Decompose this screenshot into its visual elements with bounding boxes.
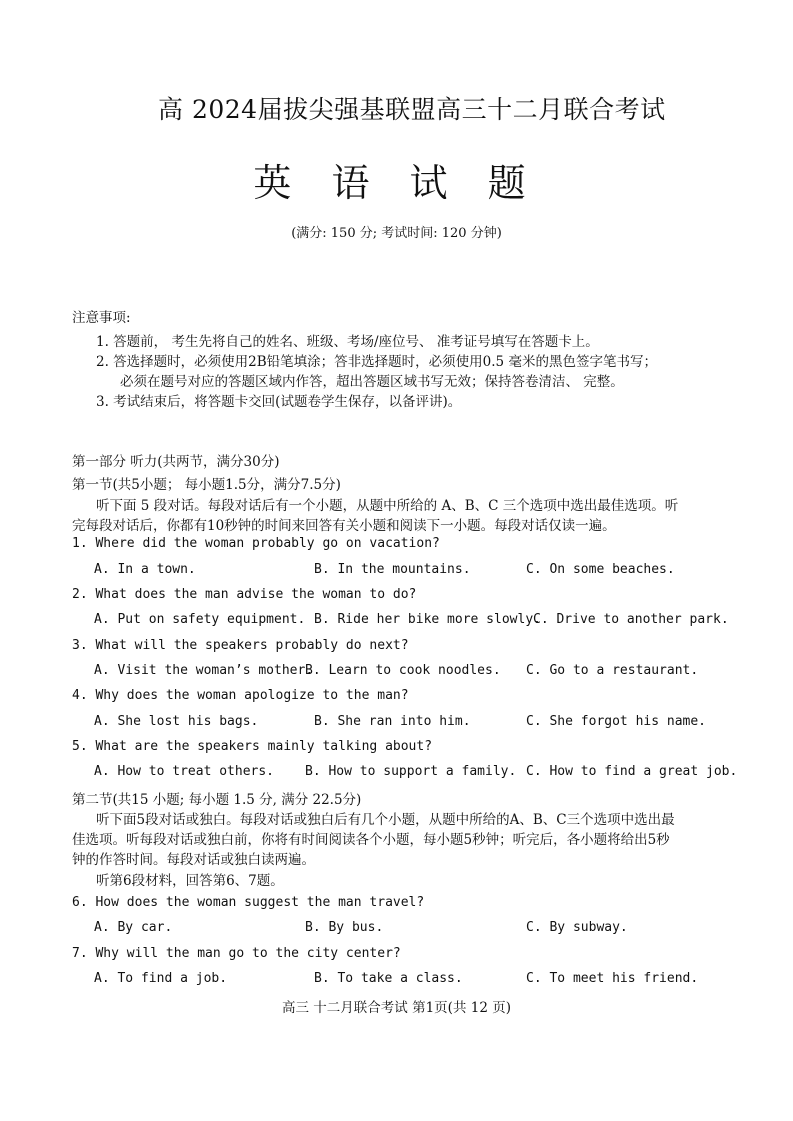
section2-instruction: 钟的作答时间。每段对话或独白读两遍。 — [72, 852, 315, 868]
option-a: A. Put on safety equipment. — [94, 612, 306, 627]
notes-heading: 注意事项: — [72, 310, 131, 326]
option-a: A. Visit the woman’s mother. — [94, 663, 314, 678]
part1-heading: 第一部分 听力(共两节，满分30分) — [72, 454, 280, 470]
note-item: 必须在题号对应的答题区域内作答，超出答题区域书写无效；保持答卷清洁、 完整。 — [120, 374, 624, 390]
section1-instruction: 听下面 5 段对话。每段对话后有一个小题，从题中所给的 A、B、C 三个选项中选出最佳选项。听 — [96, 498, 679, 514]
option-b: B. Learn to cook noodles. — [305, 663, 501, 678]
option-b: B. How to support a family. — [305, 764, 517, 779]
option-a: A. In a town. — [94, 562, 196, 577]
question-text: 3. What will the speakers probably do next? — [72, 638, 409, 653]
section1-heading: 第一节(共5小题； 每小题1.5分，满分7.5分) — [72, 477, 341, 493]
option-c: C. On some beaches. — [526, 562, 675, 577]
subject-title: 英 语 试 题 — [253, 161, 540, 205]
note-item: 1. 答题前， 考生先将自己的姓名、班级、考场/座位号、 准考证号填写在答题卡上。 — [96, 334, 599, 350]
option-b: B. By bus. — [305, 920, 384, 935]
section2-instruction: 听下面5段对话或独白。每段对话或独白后有几个小题，从题中所给的A、B、C三个选项中选出最 — [96, 812, 675, 828]
option-c: C. To meet his friend. — [526, 971, 699, 986]
question-text: 5. What are the speakers mainly talking about? — [72, 739, 433, 754]
option-c: C. By subway. — [526, 920, 628, 935]
exam-title: 高 2024届拔尖强基联盟高三十二月联合考试 — [158, 95, 666, 124]
score-info: (满分: 150 分; 考试时间: 120 分钟) — [291, 226, 502, 241]
page-footer: 高三 十二月联合考试 第1页(共 12 页) — [282, 1000, 511, 1016]
option-b: B. In the mountains. — [314, 562, 471, 577]
question-text: 2. What does the man advise the woman to do? — [72, 587, 417, 602]
section2-heading: 第二节(共15 小题; 每小题 1.5 分, 满分 22.5分) — [72, 792, 362, 808]
material-note: 听第6段材料，回答第6、7题。 — [96, 873, 284, 889]
section1-instruction: 完每段对话后，你都有10秒钟的时间来回答有关小题和阅读下一小题。每段对话仅读一遍。 — [72, 518, 616, 534]
question-text: 1. Where did the woman probably go on vacation? — [72, 536, 440, 551]
option-c: C. Drive to another park. — [533, 612, 729, 627]
note-item: 2. 答选择题时，必须使用2B铅笔填涂；答非选择题时，必须使用0.5 毫米的黑色签字笔书写； — [96, 354, 657, 370]
option-b: B. Ride her bike more slowly. — [314, 612, 541, 627]
question-text: 7. Why will the man go to the city center? — [72, 946, 401, 961]
option-c: C. She forgot his name. — [526, 714, 707, 729]
option-a: A. By car. — [94, 920, 173, 935]
option-c: C. How to find a great job. — [526, 764, 738, 779]
option-a: A. She lost his bags. — [94, 714, 259, 729]
note-item: 3. 考试结束后，将答题卡交回(试题卷学生保存，以备评讲)。 — [96, 394, 462, 410]
section2-instruction: 佳选项。听每段对话或独白前，你将有时间阅读各个小题，每小题5秒钟；听完后，各小题将给出5秒 — [72, 832, 670, 848]
option-b: B. She ran into him. — [314, 714, 471, 729]
option-a: A. To find a job. — [94, 971, 228, 986]
option-c: C. Go to a restaurant. — [526, 663, 699, 678]
question-text: 4. Why does the woman apologize to the man? — [72, 688, 409, 703]
option-b: B. To take a class. — [314, 971, 463, 986]
question-text: 6. How does the woman suggest the man travel? — [72, 895, 425, 910]
option-a: A. How to treat others. — [94, 764, 275, 779]
